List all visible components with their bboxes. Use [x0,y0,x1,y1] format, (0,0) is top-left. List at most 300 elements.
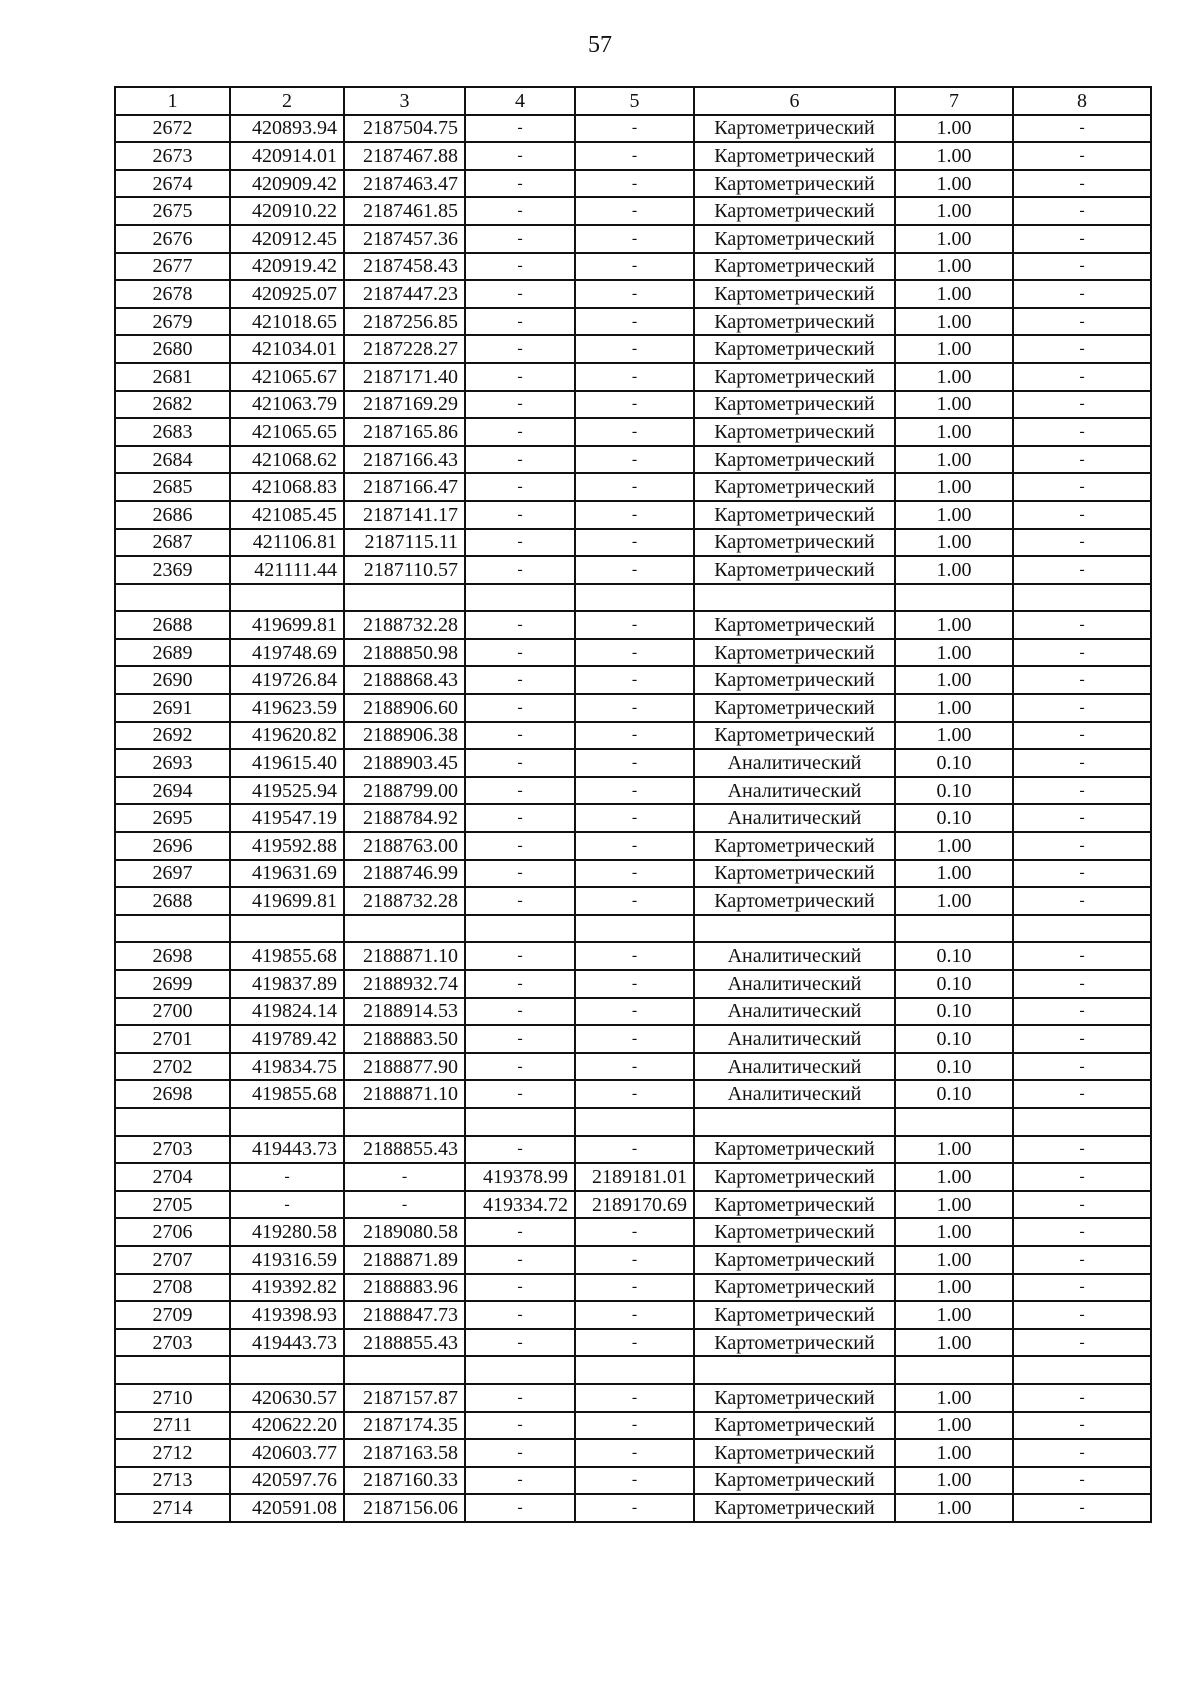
table-cell: 2703 [115,1136,230,1164]
table-cell: 420909.42 [230,170,344,198]
table-row [115,584,1151,612]
table-cell: Картометрический [694,832,895,860]
table-cell: 419525.94 [230,777,344,805]
table-cell: - [1013,1329,1151,1357]
table-row [115,1439,1151,1467]
table-cell: - [575,749,694,777]
table-cell: 1.00 [895,501,1013,529]
table-row [115,1494,1151,1522]
table-row [115,115,1151,143]
table-cell: - [465,694,575,722]
table-cell: 2711 [115,1412,230,1440]
column-header: 7 [895,87,1013,115]
table-cell: - [465,225,575,253]
table-cell: - [344,1191,465,1219]
table-cell: - [575,1494,694,1522]
table-header-row [115,87,1151,115]
table-cell: - [1013,611,1151,639]
table-cell: - [575,308,694,336]
table-cell: 419834.75 [230,1053,344,1081]
table-cell: - [465,1384,575,1412]
table-cell [1013,1108,1151,1136]
table-cell: 2188868.43 [344,666,465,694]
table-cell [115,1108,230,1136]
table-cell: - [465,1467,575,1495]
table-cell: - [575,197,694,225]
table-cell [895,915,1013,943]
table-cell: 2188847.73 [344,1301,465,1329]
table-cell: Картометрический [694,418,895,446]
table-cell [344,584,465,612]
table-cell: 2187171.40 [344,363,465,391]
table-cell: 2673 [115,142,230,170]
table-cell: 1.00 [895,1412,1013,1440]
table-cell: - [1013,1301,1151,1329]
table-cell: - [1013,666,1151,694]
table-cell: 1.00 [895,473,1013,501]
table-cell: 420622.20 [230,1412,344,1440]
table-cell: - [1013,335,1151,363]
table-cell: - [575,722,694,750]
table-cell: 2674 [115,170,230,198]
table-cell: - [465,832,575,860]
table-cell: - [1013,280,1151,308]
table-cell: 2187163.58 [344,1439,465,1467]
table-cell: - [465,970,575,998]
table-cell: Картометрический [694,1494,895,1522]
table-cell: 2682 [115,391,230,419]
table-cell [575,1108,694,1136]
table-cell: - [465,529,575,557]
table-cell: 419378.99 [465,1163,575,1191]
table-cell [230,1108,344,1136]
table-cell: - [465,1329,575,1357]
table-row [115,1412,1151,1440]
table-row [115,418,1151,446]
table-cell: Аналитический [694,1080,895,1108]
table-cell [230,584,344,612]
table-row [115,501,1151,529]
table-row [115,446,1151,474]
table-cell: Картометрический [694,1301,895,1329]
table-row [115,1246,1151,1274]
table-cell: Картометрический [694,280,895,308]
table-cell: - [575,556,694,584]
table-cell: 421034.01 [230,335,344,363]
table-cell: 420591.08 [230,1494,344,1522]
table-cell: - [575,860,694,888]
table-cell: 1.00 [895,1494,1013,1522]
table-cell [694,584,895,612]
table-cell: - [575,1246,694,1274]
column-header: 3 [344,87,465,115]
table-cell: - [465,1080,575,1108]
table-cell: 1.00 [895,280,1013,308]
table-cell: 419443.73 [230,1329,344,1357]
table-cell: - [465,1274,575,1302]
table-cell: Картометрический [694,1191,895,1219]
table-cell: 2706 [115,1218,230,1246]
table-cell: 2187467.88 [344,142,465,170]
table-cell: 2675 [115,197,230,225]
table-cell: - [1013,556,1151,584]
table-cell: - [1013,749,1151,777]
table-row [115,1301,1151,1329]
table-cell: 420914.01 [230,142,344,170]
table-row [115,335,1151,363]
table-cell: 419699.81 [230,611,344,639]
table-cell [465,584,575,612]
table-row [115,473,1151,501]
table-cell: 2689 [115,639,230,667]
table-cell: 2187156.06 [344,1494,465,1522]
table-cell: 2188871.10 [344,942,465,970]
table-cell: 2698 [115,1080,230,1108]
table-cell: 420910.22 [230,197,344,225]
table-cell: 419837.89 [230,970,344,998]
table-cell: 1.00 [895,115,1013,143]
table-cell: - [1013,887,1151,915]
table-cell: - [1013,777,1151,805]
table-cell: - [465,860,575,888]
table-cell: 2700 [115,998,230,1026]
table-cell: - [465,363,575,391]
table-row [115,832,1151,860]
table-cell: - [465,1053,575,1081]
table-cell: - [465,170,575,198]
table-cell: 1.00 [895,1329,1013,1357]
table-cell: 2687 [115,529,230,557]
table-cell: - [575,1439,694,1467]
table-cell: 2702 [115,1053,230,1081]
table-cell: 419615.40 [230,749,344,777]
table-row [115,363,1151,391]
table-cell: 420630.57 [230,1384,344,1412]
table-cell: 419631.69 [230,860,344,888]
table-cell: 1.00 [895,694,1013,722]
table-cell: - [575,501,694,529]
table-cell: Картометрический [694,887,895,915]
table-cell: 2688 [115,887,230,915]
table-cell: 2188906.60 [344,694,465,722]
table-cell: Аналитический [694,998,895,1026]
table-cell: - [1013,1025,1151,1053]
table-cell: - [1013,1053,1151,1081]
table-cell: 1.00 [895,832,1013,860]
table-cell: 0.10 [895,777,1013,805]
table-cell: 2690 [115,666,230,694]
table-cell: - [1013,1467,1151,1495]
table-row [115,1467,1151,1495]
table-cell: Картометрический [694,1274,895,1302]
table-cell: - [575,1025,694,1053]
table-cell: 1.00 [895,1163,1013,1191]
table-cell: - [465,197,575,225]
table-cell: 1.00 [895,142,1013,170]
table-cell: - [465,1439,575,1467]
table-cell: 2698 [115,942,230,970]
table-cell: Картометрический [694,556,895,584]
table-cell: 2188855.43 [344,1329,465,1357]
table-row [115,225,1151,253]
table-cell: - [575,170,694,198]
table-cell: - [1013,722,1151,750]
table-cell: - [465,1412,575,1440]
table-cell: - [575,363,694,391]
table-cell: - [575,142,694,170]
table-cell: - [465,418,575,446]
column-header: 2 [230,87,344,115]
table-cell: 2709 [115,1301,230,1329]
table-cell: - [465,639,575,667]
table-cell: Аналитический [694,749,895,777]
table-cell [1013,1356,1151,1384]
table-row [115,749,1151,777]
table-cell: Картометрический [694,473,895,501]
table-cell: Картометрический [694,391,895,419]
table-cell: 419316.59 [230,1246,344,1274]
table-cell: - [1013,1384,1151,1412]
table-cell: 421068.62 [230,446,344,474]
table-cell: - [1013,142,1151,170]
table-cell: 2695 [115,804,230,832]
table-cell: - [1013,1218,1151,1246]
table-cell: 2188871.10 [344,1080,465,1108]
table-cell: 2188732.28 [344,611,465,639]
table-cell: 2681 [115,363,230,391]
table-cell: Картометрический [694,363,895,391]
table-cell: 2187160.33 [344,1467,465,1495]
table-cell: 2188903.45 [344,749,465,777]
table-cell: - [1013,860,1151,888]
table-cell: - [1013,998,1151,1026]
table-cell: - [1013,308,1151,336]
table-cell: 2188877.90 [344,1053,465,1081]
table-cell: 2187157.87 [344,1384,465,1412]
table-cell: 1.00 [895,1246,1013,1274]
table-row [115,1356,1151,1384]
table-cell: 1.00 [895,1301,1013,1329]
table-cell: 419748.69 [230,639,344,667]
table-cell: - [575,777,694,805]
table-cell: 421106.81 [230,529,344,557]
table-cell: Аналитический [694,1025,895,1053]
table-cell [694,1108,895,1136]
table-cell: Картометрический [694,308,895,336]
table-cell: - [575,1080,694,1108]
table-cell: 2187169.29 [344,391,465,419]
table-cell: - [1013,363,1151,391]
table-cell: 1.00 [895,1191,1013,1219]
table-cell: 2710 [115,1384,230,1412]
table-cell: 2684 [115,446,230,474]
table-cell: - [575,1218,694,1246]
table-cell: Картометрический [694,860,895,888]
table-cell: 1.00 [895,1274,1013,1302]
table-cell: 419398.93 [230,1301,344,1329]
table-cell: - [465,998,575,1026]
table-cell: 419824.14 [230,998,344,1026]
table-cell: 1.00 [895,1218,1013,1246]
table-row [115,942,1151,970]
table-cell: Аналитический [694,970,895,998]
table-cell: - [1013,832,1151,860]
coordinates-table [114,86,1152,1523]
table-cell: 2369 [115,556,230,584]
table-cell: - [1013,391,1151,419]
table-cell: Картометрический [694,1136,895,1164]
table-cell: 2188906.38 [344,722,465,750]
table-row [115,170,1151,198]
table-cell: 420603.77 [230,1439,344,1467]
table-row [115,639,1151,667]
table-cell: - [575,335,694,363]
table-cell: - [575,942,694,970]
column-header: 8 [1013,87,1151,115]
table-cell: 0.10 [895,998,1013,1026]
table-cell: Картометрический [694,1218,895,1246]
table-cell: - [465,722,575,750]
table-cell: 1.00 [895,1136,1013,1164]
table-cell: - [575,225,694,253]
table-cell: - [230,1191,344,1219]
table-cell: 2188855.43 [344,1136,465,1164]
table-cell: - [575,1274,694,1302]
table-cell: - [465,556,575,584]
table-row [115,1384,1151,1412]
table-cell [115,584,230,612]
table-cell: 2188799.00 [344,777,465,805]
table-cell: 420597.76 [230,1467,344,1495]
table-row [115,1191,1151,1219]
table-cell: 0.10 [895,970,1013,998]
table-cell: 419620.82 [230,722,344,750]
table-cell [1013,915,1151,943]
table-cell [895,584,1013,612]
table-cell: 2188883.50 [344,1025,465,1053]
table-row [115,1218,1151,1246]
table-row [115,391,1151,419]
column-header: 5 [575,87,694,115]
table-cell: 2686 [115,501,230,529]
table-cell: Картометрический [694,142,895,170]
table-cell: - [1013,170,1151,198]
table-cell: - [575,804,694,832]
table-cell: 2693 [115,749,230,777]
table-cell: 2705 [115,1191,230,1219]
column-header: 1 [115,87,230,115]
table-cell: 1.00 [895,197,1013,225]
table-cell: Картометрический [694,335,895,363]
table-cell: - [465,280,575,308]
table-cell: - [1013,253,1151,281]
table-cell: 2187447.23 [344,280,465,308]
table-cell: 1.00 [895,225,1013,253]
table-cell: 419699.81 [230,887,344,915]
table-cell: Картометрический [694,722,895,750]
table-cell: 420912.45 [230,225,344,253]
table-cell: 2189080.58 [344,1218,465,1246]
table-cell: Аналитический [694,804,895,832]
table-cell: - [1013,115,1151,143]
table-cell: - [1013,1191,1151,1219]
table-cell: 421065.65 [230,418,344,446]
table-cell: 419592.88 [230,832,344,860]
table-cell: - [465,1136,575,1164]
table-cell: 1.00 [895,170,1013,198]
table-cell [895,1108,1013,1136]
table-cell: 1.00 [895,391,1013,419]
table-cell: 2188883.96 [344,1274,465,1302]
table-cell: - [465,1218,575,1246]
table-row [115,1025,1151,1053]
table-cell: - [465,253,575,281]
table-cell: - [1013,473,1151,501]
table-cell: 2713 [115,1467,230,1495]
table-cell: 1.00 [895,556,1013,584]
table-cell: 419547.19 [230,804,344,832]
table-cell: 2704 [115,1163,230,1191]
table-cell: 2707 [115,1246,230,1274]
table-cell: 2189181.01 [575,1163,694,1191]
table-cell: 419334.72 [465,1191,575,1219]
table-cell: - [575,446,694,474]
table-cell: Картометрический [694,694,895,722]
table-cell: 2188763.00 [344,832,465,860]
table-cell: 2187166.47 [344,473,465,501]
table-cell [575,1356,694,1384]
table-cell: - [1013,1163,1151,1191]
page-number: 57 [588,32,612,58]
table-cell: 2701 [115,1025,230,1053]
table-cell: Картометрический [694,666,895,694]
table-cell: - [575,418,694,446]
table-cell: - [1013,1494,1151,1522]
table-cell: - [465,749,575,777]
table-cell: 2188784.92 [344,804,465,832]
table-cell: - [575,970,694,998]
table-cell: 2187141.17 [344,501,465,529]
table-cell: 2685 [115,473,230,501]
table-cell: - [575,639,694,667]
table-cell: - [465,1246,575,1274]
table-cell: - [1013,942,1151,970]
table-cell [694,1356,895,1384]
table-row [115,998,1151,1026]
table-row [115,142,1151,170]
table-cell: - [1013,1439,1151,1467]
table-cell: Картометрический [694,1163,895,1191]
table-cell: 2699 [115,970,230,998]
table-cell: 2187166.43 [344,446,465,474]
table-cell: 1.00 [895,860,1013,888]
table-cell: Картометрический [694,1412,895,1440]
table-cell: - [1013,501,1151,529]
table-cell: 2187115.11 [344,529,465,557]
table-cell: - [575,115,694,143]
table-cell [344,1356,465,1384]
table-cell: 2187457.36 [344,225,465,253]
table-cell: 421085.45 [230,501,344,529]
table-cell: 421111.44 [230,556,344,584]
table-cell: 2683 [115,418,230,446]
table-cell: - [465,1025,575,1053]
table-row [115,1108,1151,1136]
table-cell: 1.00 [895,611,1013,639]
table-cell: 2187463.47 [344,170,465,198]
table-cell: - [230,1163,344,1191]
table-cell: 2676 [115,225,230,253]
